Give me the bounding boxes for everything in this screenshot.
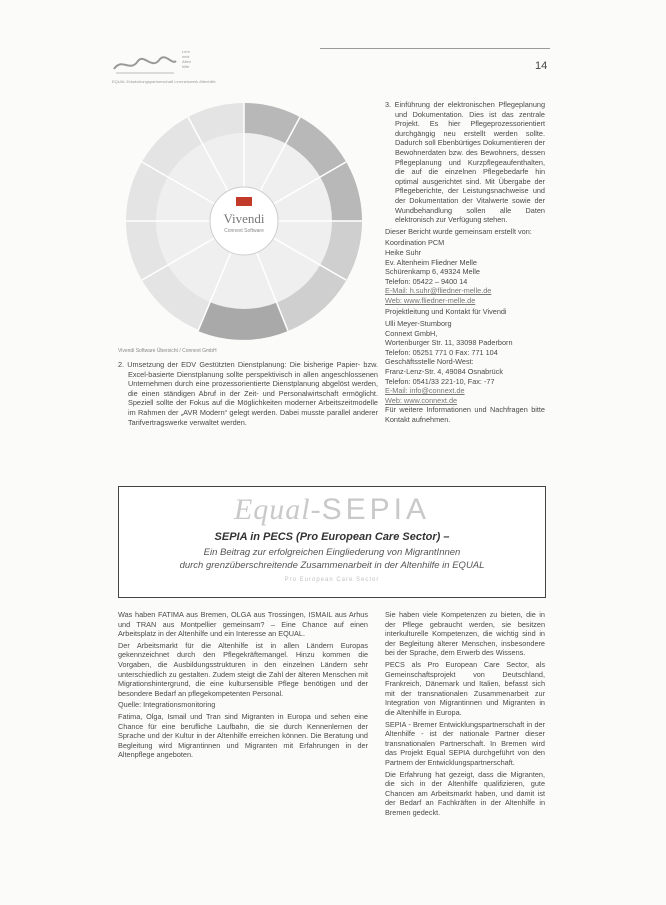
item-3-paragraph: 3. Einführung der elektronischen Pflegeplanung und Dokumentation. Dies ist das zentrale Projekt. Es hier Pflegeprozessorientiert durchgängig neu erstellt werden sollte. Dadurch soll Ebenbürtiges Dokumentieren der Bewohnerdaten bzw. des Bewohners, dessen Pflegeplanung und Kurzpflegeaufenthalten, die auf die einzelnen Pflegebedarfe hin optimal ausgerichtet sind. Mit Übergabe der Pflegeberichte, der Leistungsnachweise und der Dokumentation der Vitalwerte sowie der Wundbehandlung sollen alle Daten elektronisch zur Verfügung stehen. <box>385 100 545 225</box>
logo-lines <box>182 49 191 69</box>
bottom-right-paragraph: SEPIA - Bremer Entwicklungspartnerschaft in der Altenhilfe - ist der nationale Partner dieser transnationalen Partnerschaft. In Bremen wird das Projekt Equal SEPIA durchgeführt von den Partnern der Entwicklungspartnerschaft. <box>385 719 545 767</box>
vivendi-diagram <box>118 95 370 345</box>
contact2-web-link[interactable]: Web: www.connext.de <box>385 395 458 405</box>
bottom-left-paragraph: Der Arbeitsmarkt für die Altenhilfe ist in allen Ländern Europas gekennzeichnet durch den Pflegekräftemangel. Hinzu kommen die Vorgaben, die Ausbildungsstrukturen in den einzelnen Ländern sehr unterschiedlich zu gestalten. Zudem steigt die Zahl der älteren Menschen mit Migrationshintergrund, die eine kultursensible Pflege benötigen und der besondere Bedarf an pflegekompetenten Personal. <box>118 640 368 698</box>
contact2-intro: Projektleitung und Kontakt für Vivendi <box>385 307 507 317</box>
contact1-web-link[interactable]: Web: www.fliedner-melle.de <box>385 295 476 305</box>
brand-caps: SEPIA <box>321 493 431 526</box>
logo-line-2: netz <box>182 54 190 59</box>
bottom-right-paragraph: PECS als Pro European Care Sector, als Gemeinschaftsprojekt von Deutschland, Frankreich, Dänemark und Italien, befasst sich mit der transnationalen Zusammenarbeit zur Integration von Migrantinnen und Migranten in die Altenhilfe in Europa. <box>385 659 545 717</box>
vivendi-wheel <box>118 95 370 345</box>
box-title: SEPIA in PECS (Pro European Care Sector) – <box>214 531 450 543</box>
box-small-text: Pro European Care Sector <box>284 577 380 583</box>
contact1-line: Ev. Altenheim Fliedner Melle <box>385 257 477 267</box>
right-column-top <box>385 100 545 427</box>
contact1-line: Heike Suhr <box>385 247 422 257</box>
contact1-line: Telefon: 05422 – 9400 14 <box>385 276 468 286</box>
logo-mark-icon <box>112 51 178 77</box>
contact-block-1 <box>385 238 545 305</box>
item-2-paragraph: 2. Umsetzung der EDV Gestützten Dienstplanung: Die bisherige Papier- bzw. Excel-basierte Dienstplanung sollte perspektivisch in allen angeschlossenen Unternehmen durch eine prozessorientierte Dienstplanung abgelöst werden, die einen ständigen Abruf in der Zeit- und Personalwirtschaft ermöglicht. Speziell sollte der Fokus auf die Möglichkeiten moderner Arbeitszeitmodelle im Rahmen der „AVR Modern“ gelegt werden. Dabei musste parallel anderer Tarifvertragswerke verwaltet werden. <box>118 360 378 427</box>
bottom-left-paragraph: Fatima, Olga, Ismail und Tran sind Migranten in Europa und sehen eine Chance für eine berufliche Laufbahn, die sie durch Kennenlernen der Sprache und der Kultur in der Altenhilfe erreichen können. Die Beratung und Begleitung wird Migrantinnen und Migranten mit Erfahrungen in der Altenpflege angeboten. <box>118 711 368 760</box>
figure-caption: Vivendi Software Übersicht / Connext GmbH <box>118 348 217 354</box>
sepia-box <box>118 486 546 598</box>
bottom-left-paragraph: Was haben FATIMA aus Bremen, OLGA aus Trossingen, ISMAIL aus Arhus und TRAN aus Montpellier gemeinsam? – Eine Chance auf einen Arbeitsplatz in der Altenhilfe und ein Interesse an EQUAL. <box>118 610 368 639</box>
page-number: 14 <box>535 60 548 72</box>
contact2-line: Wortenburger Str. 11, 33098 Paderborn <box>385 338 513 348</box>
header-logo <box>112 45 242 85</box>
bottom-left-column <box>118 610 368 762</box>
bottom-right-paragraph: Sie haben viele Kompetenzen zu bieten, die in der Pflege gebraucht werden, sie besitzen interkulturelle Kompetenzen, die wichtig sind in der Begleitung älterer Menschen, insbesondere bei der Sprache, dem Erwerb des Wissens. <box>385 610 545 658</box>
contact2-line: Franz-Lenz-Str. 4, 49084 Osnabrück <box>385 367 504 377</box>
bottom-right-column <box>385 610 545 819</box>
contact2-line: Telefon: 05251 771 0 Fax: 771 104 <box>385 347 498 357</box>
contact2-line: Geschäftsstelle Nord-West: <box>385 357 474 367</box>
logo-line-1: Lern <box>182 49 191 54</box>
bottom-left-paragraph: Quelle: Integrationsmonitoring <box>118 700 216 710</box>
logo-line-4: hilfe <box>182 64 190 69</box>
bottom-right-paragraph: Die Erfahrung hat gezeigt, dass die Migranten, die sich in der Altenhilfe qualifizieren, gute Chancen am Arbeitsmarkt haben, und damit ist der Bedarf an Fachkräften in der Altenhilfe in Bremen gedeckt. <box>385 769 545 817</box>
contact-intro: Dieser Bericht wurde gemeinsam erstellt von: <box>385 226 532 236</box>
header-rule <box>320 48 550 49</box>
contact1-line: Koordination PCM <box>385 238 445 248</box>
contact1-email-link[interactable]: E-Mail: h.suhr@fliedner-melle.de <box>385 286 492 296</box>
contact-block-2 <box>385 319 545 405</box>
center-sub: Connext Software <box>224 228 264 234</box>
brand-script: Equal- <box>233 493 322 526</box>
contact2-line: Connext GmbH, <box>385 328 438 338</box>
logo-subline: EQUAL Entwicklungspartnerschaft Lernnetzwerk Altenhilfe <box>112 79 216 84</box>
vivendi-logo-mark-icon <box>236 197 252 206</box>
contact-outro: Für weitere Informationen und Nachfragen bitte Kontakt aufnehmen. <box>385 405 545 424</box>
center-label: Vivendi <box>223 211 265 226</box>
contact1-line: Schürenkamp 6, 49324 Melle <box>385 267 480 277</box>
box-subtitle-1: Ein Beitrag zur erfolgreichen Eingliederung von MigrantInnen <box>203 547 461 558</box>
contact2-line: Telefon: 0541/33 221-10, Fax: -77 <box>385 376 495 386</box>
contact2-line: Ulli Meyer-Stumborg <box>385 319 452 329</box>
sepia-brand <box>119 493 545 527</box>
box-subtitle-2: durch grenzüberschreitende Zusammenarbeit in der Altenhilfe in EQUAL <box>179 560 485 571</box>
contact2-email-link[interactable]: E-Mail: info@connext.de <box>385 386 465 396</box>
logo-line-3: Alten <box>182 59 192 64</box>
